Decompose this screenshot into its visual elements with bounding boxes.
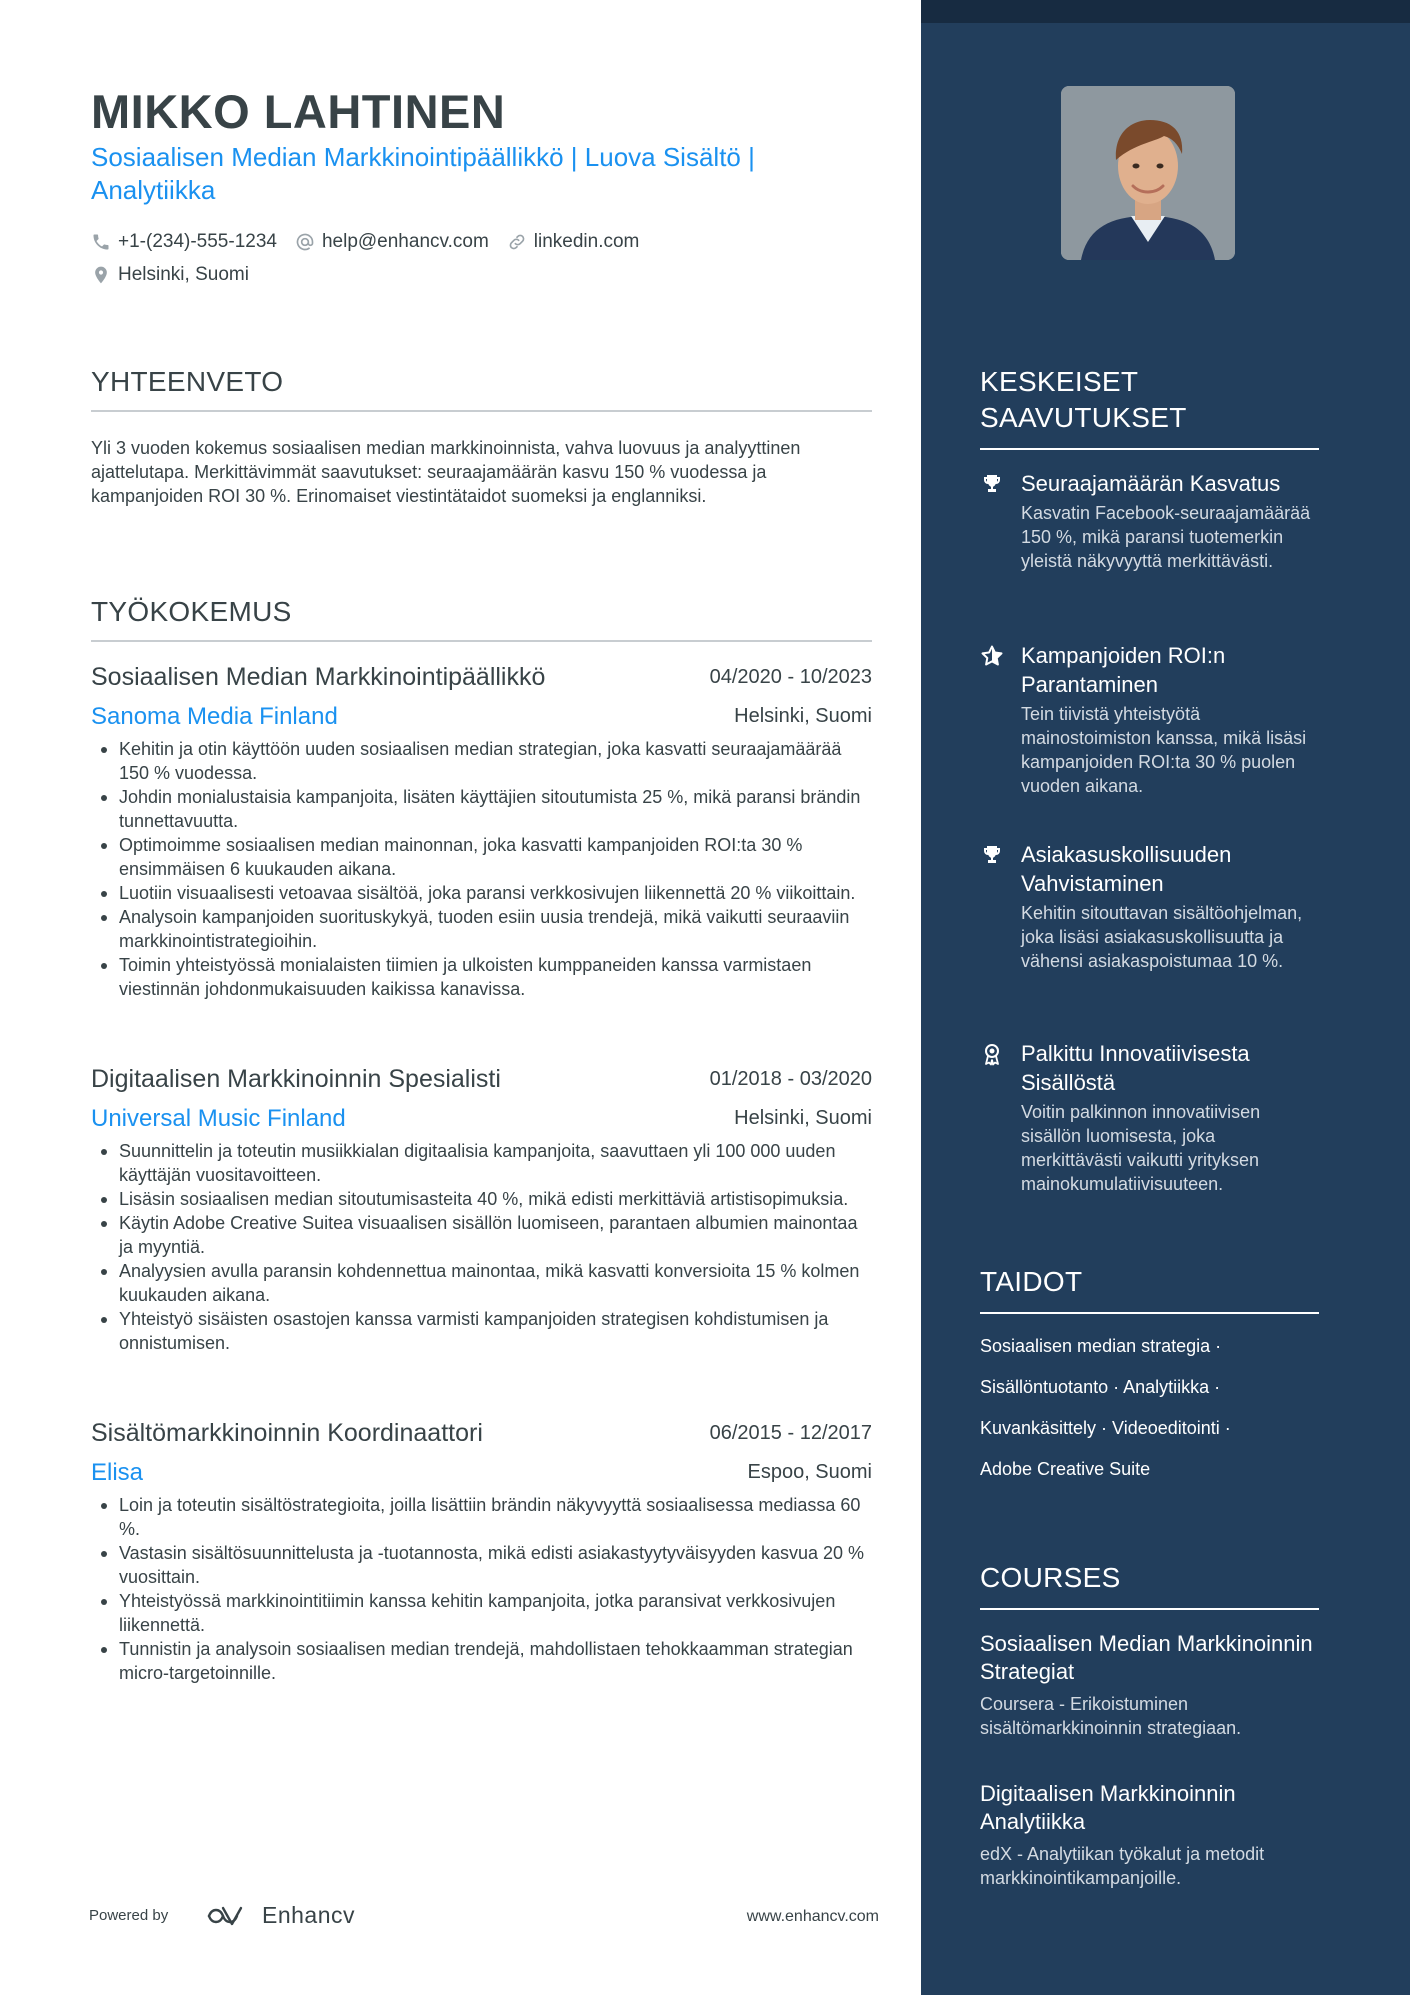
skill-line: Sisällöntuotanto · Analytiikka · (980, 1377, 1221, 1397)
star-icon (980, 644, 1004, 668)
course-item (980, 1780, 1319, 1890)
job-location: Espoo, Suomi (747, 1461, 872, 1483)
job-bullets (91, 1493, 872, 1685)
job-bullets (91, 1139, 872, 1355)
skills-section-title: TAIDOT (980, 1264, 1319, 1314)
powered-by-text: Powered by (89, 1907, 169, 1924)
award-icon (980, 1042, 1004, 1066)
job-title: Sosiaalisen Median Markkinointipäällikkö (91, 663, 546, 691)
website-link[interactable]: www.enhancv.com (746, 1908, 879, 1925)
job-title: Sisältömarkkinoinnin Koordinaattori (91, 1419, 483, 1447)
job-entry (91, 663, 872, 1001)
bullet-item: Toimin yhteistyössä monialaisten tiimien ja ulkoisten kumppaneiden kanssa varmistaen viestinnän johdonmukaisuuden kaikissa kanavissa. (91, 953, 872, 1001)
skill-line: Sosiaalisen median strategia · (980, 1336, 1222, 1356)
job-entry (91, 1419, 872, 1685)
bullet-item: Optimoimme sosiaalisen median mainonnan, joka kasvatti kampanjoiden ROI:ta 30 % ensimmäisen 6 kuukauden aikana. (91, 833, 872, 881)
headline: Sosiaalisen Median Markkinointipäällikkö | Luova Sisältö | Analytiikka (91, 142, 755, 205)
job-entry (91, 1065, 872, 1355)
linkedin-contact[interactable] (507, 231, 640, 253)
bullet-item: Johdin monialustaisia kampanjoita, lisäten käyttäjien sitoutumista 25 %, mikä paransi brändin tunnettavuutta. (91, 785, 872, 833)
link-icon (507, 232, 527, 252)
at-icon (295, 232, 315, 252)
bullet-item: Analysoin kampanjoiden suorituskykyä, tuoden esiin uusia trendejä, mikä vaikutti seuraaviin markkinointistrategioihin. (91, 905, 872, 953)
achievement-item (980, 469, 1319, 573)
job-title: Digitaalisen Markkinoinnin Spesialisti (91, 1065, 501, 1093)
enhancv-logo-icon (206, 1903, 254, 1929)
candidate-name: MIKKO LAHTINEN (91, 85, 506, 138)
achievement-desc: Kehitin sitouttavan sisältöohjelman, joka lisäsi asiakasuskollisuutta ja vähensi asiakaspoistumaa 10 %. (1021, 903, 1303, 971)
job-dates: 06/2015 - 12/2017 (709, 1422, 872, 1444)
course-title: Digitaalisen Markkinoinnin Analytiikka (980, 1781, 1236, 1834)
linkedin-text: linkedin.com (533, 231, 640, 252)
achievement-item (980, 840, 1319, 973)
bullet-item: Yhteistyössä markkinointitiimin kanssa kehitin kampanjoita, jotka paransivat verkkosivujen liikennettä. (91, 1589, 872, 1637)
bullet-item: Vastasin sisältösuunnittelusta ja -tuotannosta, mikä edisti asiakastyytyväisyyden kasvua 20 % vuosittain. (91, 1541, 872, 1589)
footer (89, 1902, 879, 1932)
job-location: Helsinki, Suomi (734, 1107, 872, 1129)
job-dates: 04/2020 - 10/2023 (709, 666, 872, 688)
skill-line: Adobe Creative Suite (980, 1459, 1151, 1479)
bullet-item: Analyysien avulla paransin kohdennettua mainontaa, mikä kasvatti konversioita 15 % kolmen kuukauden aikana. (91, 1259, 872, 1307)
skill-line: Kuvankäsittely · Videoeditointi · (980, 1418, 1231, 1438)
location-contact (91, 264, 249, 286)
job-dates: 01/2018 - 03/2020 (709, 1068, 872, 1090)
courses-section-title: COURSES (980, 1560, 1319, 1610)
brand-name: Enhancv (262, 1902, 356, 1928)
trophy-icon (980, 472, 1004, 496)
company-name: Sanoma Media Finland (91, 703, 338, 730)
achievement-desc: Tein tiivistä yhteistyötä mainostoimiston kanssa, mikä lisäsi kampanjoiden ROI:ta 30 % puolen vuoden aikana. (1021, 704, 1307, 796)
course-title: Sosiaalisen Median Markkinoinnin Strategiat (980, 1631, 1313, 1684)
phone-contact[interactable] (91, 231, 277, 253)
summary-section-title: YHTEENVETO (91, 366, 872, 412)
company-name: Elisa (91, 1459, 144, 1486)
location-pin-icon (91, 265, 111, 285)
enhancv-logo[interactable] (206, 1902, 355, 1929)
bullet-item: Suunnittelin ja toteutin musiikkialan digitaalisia kampanjoita, saavuttaen yli 100 000 uuden käyttäjän vuositavoitteen. (91, 1139, 872, 1187)
achievements-section-title: KESKEISET SAAVUTUKSET (980, 364, 1319, 450)
bullet-item: Kehitin ja otin käyttöön uuden sosiaalisen median strategian, joka kasvatti seuraajamäärää 150 % vuodessa. (91, 737, 872, 785)
job-bullets (91, 737, 872, 1001)
bullet-item: Yhteistyö sisäisten osastojen kanssa varmisti kampanjoiden strategisen kohdistumisen ja onnistumisen. (91, 1307, 872, 1355)
course-desc: edX - Analytiikan työkalut ja metodit markkinointikampanjoille. (980, 1844, 1265, 1888)
bullet-item: Käytin Adobe Creative Suitea visuaalisen sisällön luomiseen, parantaen albumien mainontaa ja myyntiä. (91, 1211, 872, 1259)
location-text: Helsinki, Suomi (118, 264, 249, 285)
course-item (980, 1630, 1319, 1740)
email-contact[interactable] (295, 231, 489, 253)
sidebar-top-band (921, 0, 1410, 23)
company-name: Universal Music Finland (91, 1105, 346, 1132)
experience-section-title: TYÖKOKEMUS (91, 596, 872, 642)
skills-list (980, 1331, 1320, 1495)
achievement-desc: Kasvatin Facebook-seuraajamäärää 150 %, mikä paransi tuotemerkin yleistä näkyvyyttä merkittävästi. (1021, 503, 1311, 571)
profile-photo (1061, 86, 1235, 260)
achievement-title: Palkittu Innovatiivisesta Sisällöstä (1021, 1041, 1250, 1095)
course-desc: Coursera - Erikoistuminen sisältömarkkinoinnin strategiaan. (980, 1694, 1242, 1738)
phone-text: +1-(234)-555-1234 (118, 231, 277, 252)
bullet-item: Luotiin visuaalisesti vetoavaa sisältöä, joka paransi verkkosivujen liikennettä 20 % viikoittain. (91, 881, 872, 905)
phone-icon (91, 232, 111, 252)
achievement-title: Kampanjoiden ROI:n Parantaminen (1021, 643, 1226, 697)
achievement-item (980, 641, 1319, 798)
email-text: help@enhancv.com (321, 231, 489, 252)
bullet-item: Tunnistin ja analysoin sosiaalisen median trendejä, mahdollistaen tehokkaamman strategian micro-targetoinnille. (91, 1637, 872, 1685)
summary-text: Yli 3 vuoden kokemus sosiaalisen median markkinoinnista, vahva luovuus ja analyyttinen ajattelutapa. Merkittävimmät saavutukset: seuraajamäärän kasvu 150 % vuodessa ja kampanjoiden ROI 30 %. Erinomaiset viestintätaidot suomeksi ja englanniksi. (91, 438, 801, 506)
contact-info (91, 229, 872, 295)
job-location: Helsinki, Suomi (734, 705, 872, 727)
trophy-icon (980, 843, 1004, 867)
bullet-item: Loin ja toteutin sisältöstrategioita, joilla lisättiin brändin näkyvyyttä sosiaalisessa mediassa 60 %. (91, 1493, 872, 1541)
achievement-desc: Voitin palkinnon innovatiivisen sisällön luomisesta, joka merkittävästi vaikutti yrityksen mainokumulatiivisuuteen. (1021, 1102, 1261, 1194)
achievement-title: Asiakasuskollisuuden Vahvistaminen (1021, 842, 1232, 896)
achievement-item (980, 1039, 1319, 1196)
achievement-title: Seuraajamäärän Kasvatus (1021, 471, 1281, 496)
sidebar (921, 0, 1410, 1995)
avatar-illustration (1061, 86, 1235, 260)
bullet-item: Lisäsin sosiaalisen median sitoutumisasteita 40 %, mikä edisti merkittäviä artistisopimuksia. (91, 1187, 872, 1211)
